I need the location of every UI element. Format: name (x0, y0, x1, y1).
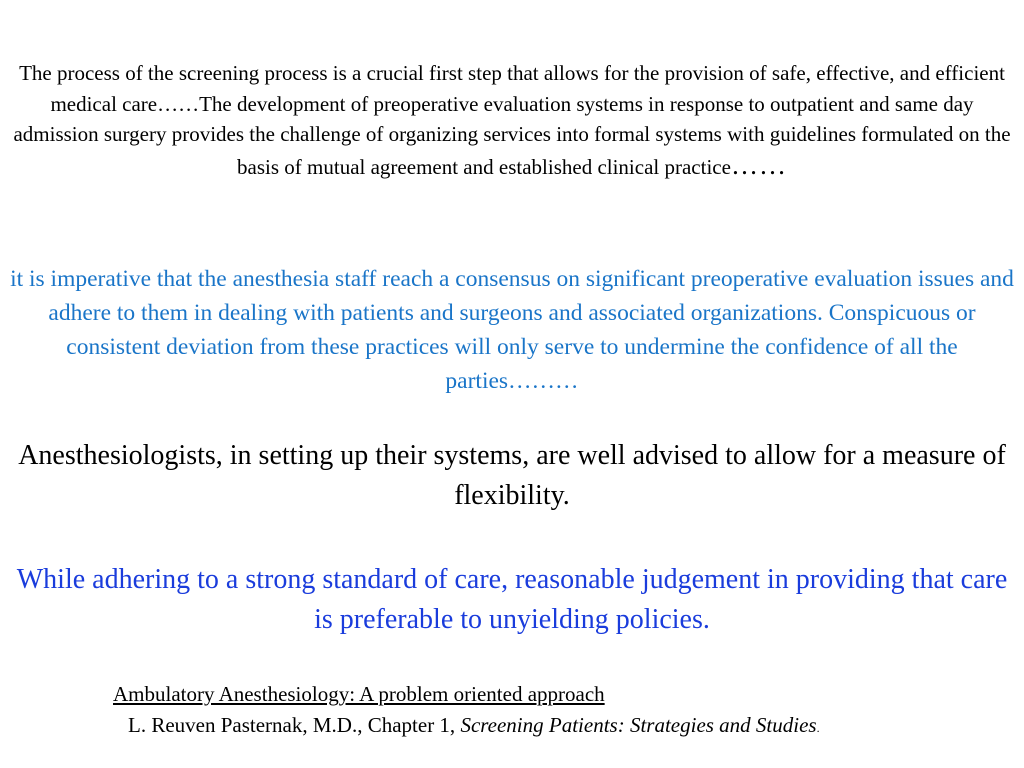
intro-trailing-dots: …… (730, 149, 787, 180)
citation-book-title: Ambulatory Anesthesiology: A problem oriented approach (113, 682, 605, 706)
consensus-paragraph: it is imperative that the anesthesia staff reach a consensus on significant preoperative evaluation issues and adhere to them in dealing with patients and surgeons and associated organizations. Conspicuous or consistent deviation from these practices will only serve to undermine the confidence of all the parties……… (10, 266, 1014, 394)
intro-paragraph-text: The process of the screening process is a crucial first step that allows for the provision of safe, effective, and efficient medical care……The development of preoperative evaluation systems in response to outpatient and same day admission surgery provides the challenge of organizing services into formal systems with guidelines formulated on the basis of mutual agreement and established clinical practice (13, 61, 1011, 179)
citation-author: L. Reuven Pasternak, M.D., Chapter 1, (128, 713, 461, 737)
flexibility-paragraph: Anesthesiologists, in setting up their systems, are well advised to allow for a measure of flexibility. (18, 440, 1006, 511)
citation-end-period: . (816, 721, 820, 735)
citation-author-line (128, 712, 820, 741)
citation-chapter-title: Screening Patients: Strategies and Studies (460, 713, 817, 737)
intro-paragraph (10, 58, 1014, 182)
standard-of-care-paragraph: While adhering to a strong standard of care, reasonable judgement in providing that care is preferable to unyielding policies. (16, 564, 1008, 635)
